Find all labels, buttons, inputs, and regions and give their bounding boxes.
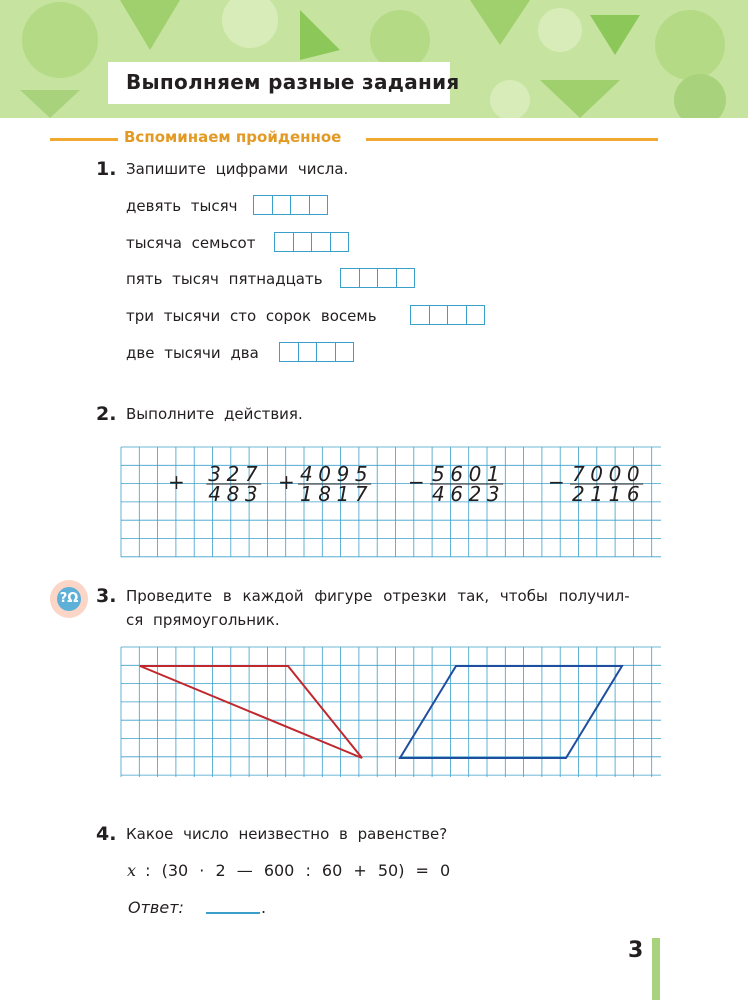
page-number-bar [652, 938, 660, 1000]
digit: 8 [226, 482, 240, 506]
task-1-item-3: пять тысяч пятнадцать [126, 270, 323, 288]
digit: 9 [336, 462, 350, 486]
task-3-instruction-line-1: Проведите в каждой фигуре отрезки так, чтобы получил- [126, 587, 630, 605]
calculation-grid[interactable] [120, 446, 662, 558]
digit: 7 [354, 482, 368, 506]
digit: 7 [244, 462, 258, 486]
answer-cells-2[interactable] [274, 232, 349, 252]
task-2-instruction: Выполните действия. [126, 405, 303, 423]
task-1-item-1: девять тысяч [126, 197, 238, 215]
digit: 1 [486, 462, 500, 486]
parallelogram-figure [400, 666, 622, 758]
digit: 2 [226, 462, 240, 486]
answer-cells-3[interactable] [340, 268, 415, 288]
task-1-item-2: тысяча семьсот [126, 234, 256, 252]
answer-cells-5[interactable] [279, 342, 354, 362]
triangle-figure [140, 666, 362, 758]
digit: 5 [432, 462, 445, 486]
digit: 0 [318, 462, 332, 486]
digit: 3 [208, 462, 222, 486]
digit: 2 [572, 482, 585, 506]
page-number: 3 [628, 938, 644, 963]
digit: 7 [572, 462, 585, 486]
equation-expression: : (30 · 2 — 600 : 60 + 50) = 0 [145, 861, 451, 880]
answer-cells-4[interactable] [410, 305, 485, 325]
digit: 6 [450, 482, 464, 506]
task-1-item-5: две тысячи два [126, 344, 259, 362]
task-3-instruction-line-2: ся прямоугольник. [126, 611, 280, 629]
operation-sign: + [168, 470, 185, 494]
task-1-number: 1. [96, 158, 117, 180]
digit: 0 [626, 462, 640, 486]
answer-period: . [261, 898, 267, 917]
drawing-grid[interactable] [120, 646, 662, 778]
question-bubbles-icon: ?Ω [50, 580, 88, 618]
task-1-instruction: Запишите цифрами числа. [126, 160, 349, 178]
digit: 1 [590, 482, 604, 506]
operation-sign: + [278, 470, 295, 494]
task-1-item-4: три тысячи сто сорок восемь [126, 307, 377, 325]
digit: 0 [608, 462, 622, 486]
task-3-number: 3. [96, 585, 117, 607]
digit: 6 [626, 482, 640, 506]
digit: 2 [468, 482, 482, 506]
operation-sign: − [548, 470, 565, 494]
section-rule-right [366, 138, 658, 141]
answer-label: Ответ: [128, 898, 184, 917]
digit: 3 [486, 482, 500, 506]
operation-sign: − [408, 470, 425, 494]
digit: 5 [354, 462, 368, 486]
header-banner [0, 0, 748, 118]
equation [127, 861, 450, 880]
section-title: Вспоминаем пройденное [124, 128, 342, 146]
answer-cells-1[interactable] [253, 195, 328, 215]
digit: 1 [300, 482, 313, 506]
digit: 3 [244, 482, 258, 506]
digit: 1 [336, 482, 350, 506]
digit: 4 [208, 482, 222, 506]
task-4-instruction: Какое число неизвестно в равенстве? [126, 825, 448, 843]
answer-input-line[interactable] [206, 912, 260, 914]
digit: 4 [300, 462, 313, 486]
digit: 4 [432, 482, 445, 506]
equation-variable: x [127, 861, 137, 880]
section-rule-left [50, 138, 118, 141]
digit: 1 [608, 482, 622, 506]
digit: 6 [450, 462, 464, 486]
digit: 0 [468, 462, 482, 486]
task-4-number: 4. [96, 823, 117, 845]
digit: 8 [318, 482, 332, 506]
title-box [108, 62, 460, 104]
page-title: Выполняем разные задания [126, 70, 460, 94]
digit: 0 [590, 462, 604, 486]
task-2-number: 2. [96, 403, 117, 425]
